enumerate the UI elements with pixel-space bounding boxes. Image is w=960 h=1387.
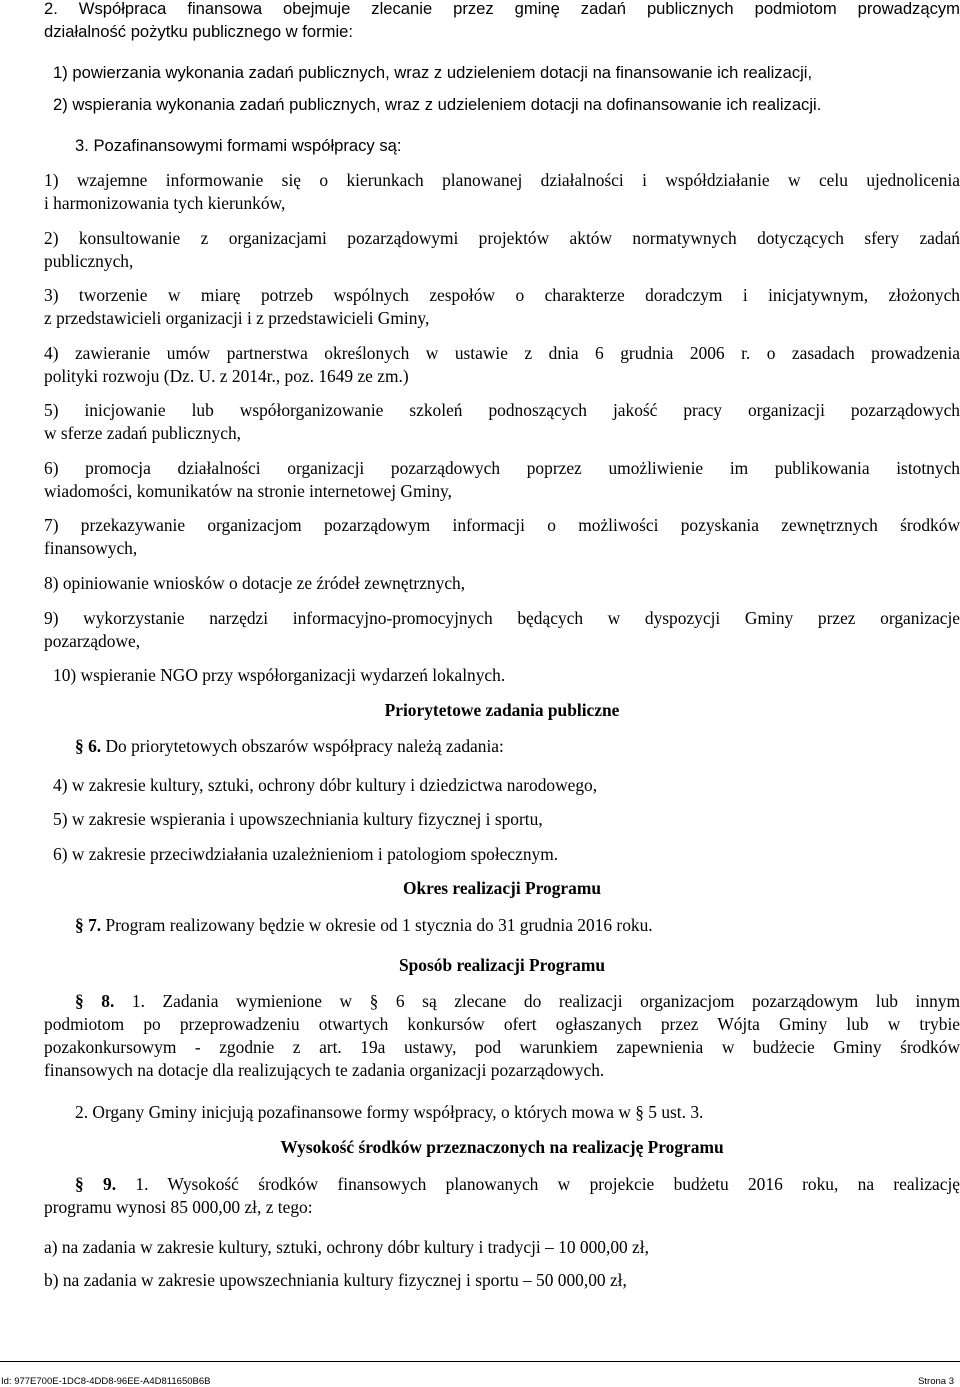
priority-paragraph <box>75 735 960 758</box>
s3-item-7-line1: 7) przekazywanie organizacjom pozarządowym informacji o możliwości pozyskania zewnętrznych środków <box>44 515 960 535</box>
section-sign: § <box>75 1174 84 1194</box>
funds-item-a: a) na zadania w zakresie kultury, sztuki, ochrony dóbr kultury i tradycji – 10 000,00 zł, <box>44 1237 649 1257</box>
section-sign: § <box>75 915 84 935</box>
s3-item-8: 8) opiniowanie wniosków o dotacje ze źródeł zewnętrznych, <box>44 573 466 593</box>
section-number: 9. <box>103 1174 117 1194</box>
s3-item-9-line1: 9) wykorzystanie narzędzi informacyjno-promocyjnych będących w dyspozycji Gminy przez organizacje <box>44 608 960 628</box>
s3-item-1-line2: i harmonizowania tych kierunków, <box>44 193 286 213</box>
period-text: Program realizowany będzie w okresie od 1 stycznia do 31 grudnia 2016 roku. <box>105 915 653 935</box>
method-p2-end: 5 ust. 3. <box>643 1102 704 1122</box>
s3-item-2-line2: publicznych, <box>44 251 134 271</box>
funds-item-b: b) na zadania w zakresie upowszechniania kultury fizycznej i sportu – 50 000,00 zł, <box>44 1270 627 1290</box>
method-p1-line1 <box>75 990 960 1013</box>
section-sign: § <box>75 736 84 756</box>
method-heading: Sposób realizacji Programu <box>398 955 606 975</box>
method-p1-line4: finansowych na dotacje dla realizujących te zadania organizacji pozarządowych. <box>44 1060 605 1080</box>
s3-item-2-line1: 2) konsultowanie z organizacjami pozarządowymi projektów aktów normatywnych dotyczących sfery zadań <box>44 228 960 248</box>
footer-divider <box>0 1361 960 1362</box>
period-heading: Okres realizacji Programu <box>402 878 601 898</box>
s3-item-9-line2: pozarządowe, <box>44 631 141 651</box>
s3-item-3-line2: z przedstawicieli organizacji i z przedstawicieli Gminy, <box>44 308 430 328</box>
method-p1-line3: pozakonkursowym - zgodnie z art. 19a ustawy, pod warunkiem zapewnienia w budżecie Gminy środków <box>44 1037 960 1057</box>
method-p1-start: 1. Zadania wymienione w <box>131 991 370 1011</box>
s3-intro: 3. Pozafinansowymi formami współpracy są: <box>75 136 402 155</box>
s3-item-5-line2: w sferze zadań publicznych, <box>44 423 241 443</box>
s2-item-1: 1) powierzania wykonania zadań publicznych, wraz z udzieleniem dotacji na finansowanie ich realizacji, <box>53 63 813 82</box>
priority-item-4: 4) w zakresie kultury, sztuki, ochrony dóbr kultury i dziedzictwa narodowego, <box>53 775 598 795</box>
s3-item-10: 10) wspieranie NGO przy współorganizacji wydarzeń lokalnych. <box>53 665 506 685</box>
s3-item-4-line1: 4) zawieranie umów partnerstwa określonych w ustawie z dnia 6 grudnia 2006 r. o zasadach prowadzenia <box>44 343 960 363</box>
section-number: 8. <box>101 991 115 1011</box>
method-p1-rest: 6 są zlecane do realizacji organizacjom pozarządowym lub innym <box>378 991 960 1011</box>
priority-item-5: 5) w zakresie wspierania i upowszechniania kultury fizycznej i sportu, <box>53 809 543 829</box>
method-p2 <box>75 1101 960 1124</box>
priority-intro: Do priorytetowych obszarów współpracy należą zadania: <box>105 736 504 756</box>
s3-item-4-line2: polityki rozwoju (Dz. U. z 2014r., poz. 1649 ze zm.) <box>44 366 409 386</box>
funds-p1-rest: 1. Wysokość środków finansowych planowanych w projekcie budżetu 2016 roku, na realizację <box>116 1174 960 1194</box>
priority-heading: Priorytetowe zadania publiczne <box>384 700 620 720</box>
funds-heading: Wysokość środków przeznaczonych na realizację Programu <box>280 1137 724 1157</box>
s3-item-7-line2: finansowych, <box>44 538 138 558</box>
funds-p1-line1 <box>75 1173 960 1196</box>
section-sign: § <box>75 991 84 1011</box>
s3-item-1-line1: 1) wzajemne informowanie się o kierunkach planowanej działalności i współdziałanie w celu ujednolicenia <box>44 170 960 190</box>
s2-line1: 2. Współpraca finansowa obejmuje zlecanie przez gminę zadań publicznych podmiotom prowadzącym <box>44 0 960 18</box>
s3-item-6-line1: 6) promocja działalności organizacji pozarządowych poprzez umożliwienie im publikowania istotnych <box>44 458 960 478</box>
page-number: Strona 3 <box>918 1376 954 1387</box>
section-number: 7. <box>88 915 102 935</box>
s3-item-6-line2: wiadomości, komunikatów na stronie internetowej Gminy, <box>44 481 452 501</box>
s3-item-5-line1: 5) inicjowanie lub współorganizowanie szkoleń podnoszących jakość pracy organizacji pozarządowych <box>44 400 960 420</box>
section-sign: § <box>369 991 379 1011</box>
section-sign: § <box>635 1102 644 1122</box>
funds-p1-line2: programu wynosi 85 000,00 zł, z tego: <box>44 1197 313 1217</box>
period-paragraph <box>75 914 960 937</box>
method-p1-line2: podmiotom po przeprowadzeniu otwartych konkursów ofert ogłaszanych przez Wójta Gminy lub w trybie <box>44 1014 960 1034</box>
section-number: 6. <box>88 736 102 756</box>
s3-item-3-line1: 3) tworzenie w miarę potrzeb wspólnych zespołów o charakterze doradczym i inicjatywnym, złożonych <box>44 285 960 305</box>
method-p2-text: 2. Organy Gminy inicjują pozafinansowe formy współpracy, o których mowa w <box>75 1102 631 1122</box>
s2-item-2: 2) wspierania wykonania zadań publicznych, wraz z udzieleniem dotacji na dofinansowanie ich realizacji. <box>53 95 822 114</box>
s2-line2: działalność pożytku publicznego w formie: <box>44 22 353 41</box>
document-id: Id: 977E700E-1DC8-4DD8-96EE-A4D811650B6B <box>1 1376 211 1387</box>
priority-item-6: 6) w zakresie przeciwdziałania uzależnieniom i patologiom społecznym. <box>53 844 559 864</box>
